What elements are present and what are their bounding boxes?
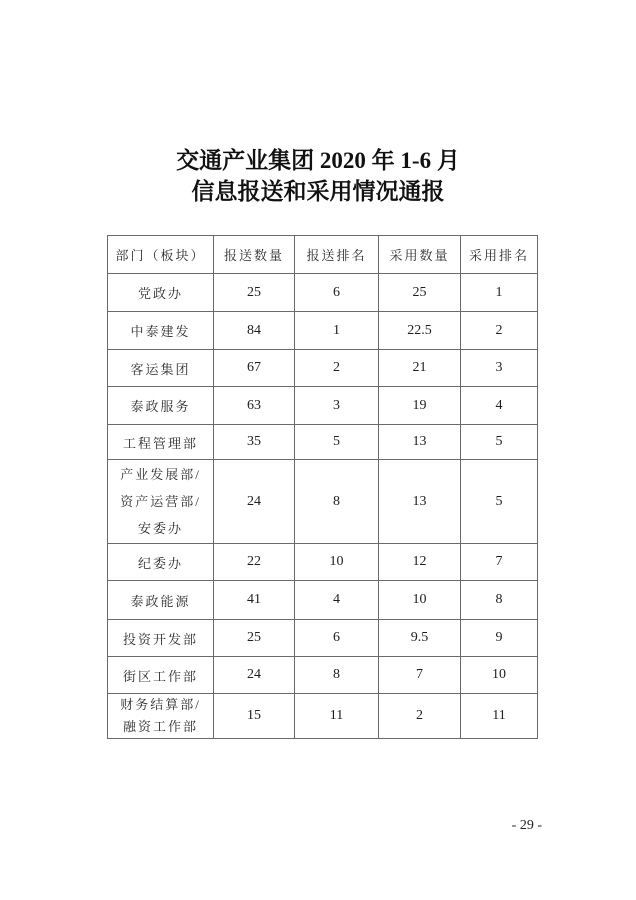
submitted-cell: 15 (214, 694, 295, 739)
header-submitted-rank: 报送排名 (295, 236, 379, 274)
department-cell (108, 387, 214, 425)
department-cell (108, 657, 214, 694)
submitted-rank-cell: 10 (295, 544, 379, 581)
submitted-cell: 35 (214, 425, 295, 460)
table-header-row (108, 236, 538, 274)
department-name: 工程管理部 (122, 435, 198, 451)
adopted-cell: 10 (379, 581, 461, 620)
submitted-cell: 22 (214, 544, 295, 581)
adopted-rank-cell: 5 (461, 460, 538, 544)
submitted-cell: 84 (214, 312, 295, 350)
adopted-rank-cell: 9 (461, 620, 538, 657)
department-name: 投资开发部 (122, 631, 198, 647)
adopted-rank-cell: 8 (461, 581, 538, 620)
adopted-cell: 9.5 (379, 620, 461, 657)
adopted-rank-cell: 10 (461, 657, 538, 694)
adopted-rank-cell: 2 (461, 312, 538, 350)
department-cell (108, 312, 214, 350)
adopted-cell: 25 (379, 274, 461, 312)
adopted-cell: 13 (379, 425, 461, 460)
adopted-cell: 7 (379, 657, 461, 694)
table-row (108, 312, 538, 350)
title-line-1: 交通产业集团 2020 年 1-6 月 (176, 148, 460, 173)
submitted-rank-cell: 8 (295, 657, 379, 694)
table-row (108, 425, 538, 460)
adopted-cell: 13 (379, 460, 461, 544)
adopted-rank-cell: 7 (461, 544, 538, 581)
header-department: 部门（板块） (108, 236, 214, 274)
submitted-rank-cell: 2 (295, 350, 379, 387)
department-cell (108, 620, 214, 657)
report-table (107, 235, 538, 739)
submitted-cell: 24 (214, 657, 295, 694)
department-name: 党政办 (137, 286, 183, 301)
title-line-2: 信息报送和采用情况通报 (191, 179, 445, 204)
adopted-rank-cell: 11 (461, 694, 538, 739)
adopted-rank-cell: 1 (461, 274, 538, 312)
header-adopted: 采用数量 (379, 236, 461, 274)
department-name-line: 安委办 (137, 521, 183, 536)
submitted-cell: 63 (214, 387, 295, 425)
adopted-cell: 21 (379, 350, 461, 387)
table-row (108, 460, 538, 544)
adopted-cell: 19 (379, 387, 461, 425)
submitted-rank-cell: 6 (295, 274, 379, 312)
submitted-rank-cell: 3 (295, 387, 379, 425)
document-title (0, 145, 636, 207)
header-submitted: 报送数量 (214, 236, 295, 274)
department-name: 泰政能源 (130, 593, 191, 609)
department-cell (108, 694, 214, 739)
department-cell (108, 274, 214, 312)
submitted-rank-cell: 6 (295, 620, 379, 657)
submitted-rank-cell: 11 (295, 694, 379, 739)
table-row (108, 350, 538, 387)
department-name-line: 产业发展部/ (120, 467, 201, 482)
adopted-rank-cell: 4 (461, 387, 538, 425)
submitted-rank-cell: 1 (295, 312, 379, 350)
department-name: 客运集团 (130, 361, 191, 377)
department-cell (108, 350, 214, 387)
department-name: 纪委办 (137, 555, 183, 571)
submitted-rank-cell: 8 (295, 460, 379, 544)
adopted-cell: 2 (379, 694, 461, 739)
table-row (108, 657, 538, 694)
adopted-rank-cell: 5 (461, 425, 538, 460)
department-name-line: 财务结算部/ (120, 697, 201, 712)
table-row (108, 544, 538, 581)
department-cell (108, 544, 214, 581)
department-cell (108, 581, 214, 620)
department-name-line: 融资工作部 (122, 719, 198, 734)
table-row (108, 581, 538, 620)
department-name: 中泰建发 (130, 324, 191, 339)
department-cell (108, 425, 214, 460)
table-row (108, 694, 538, 739)
department-name: 泰政服务 (130, 399, 191, 414)
table-row (108, 274, 538, 312)
department-name: 街区工作部 (122, 668, 198, 684)
submitted-cell: 24 (214, 460, 295, 544)
header-adopted-rank: 采用排名 (461, 236, 538, 274)
submitted-cell: 25 (214, 274, 295, 312)
department-cell (108, 460, 214, 544)
submitted-cell: 67 (214, 350, 295, 387)
table-row (108, 387, 538, 425)
submitted-cell: 41 (214, 581, 295, 620)
submitted-rank-cell: 5 (295, 425, 379, 460)
page-number: - 29 - (511, 818, 542, 833)
table-row (108, 620, 538, 657)
submitted-cell: 25 (214, 620, 295, 657)
submitted-rank-cell: 4 (295, 581, 379, 620)
department-name-line: 资产运营部/ (120, 494, 201, 509)
adopted-rank-cell: 3 (461, 350, 538, 387)
adopted-cell: 22.5 (379, 312, 461, 350)
adopted-cell: 12 (379, 544, 461, 581)
